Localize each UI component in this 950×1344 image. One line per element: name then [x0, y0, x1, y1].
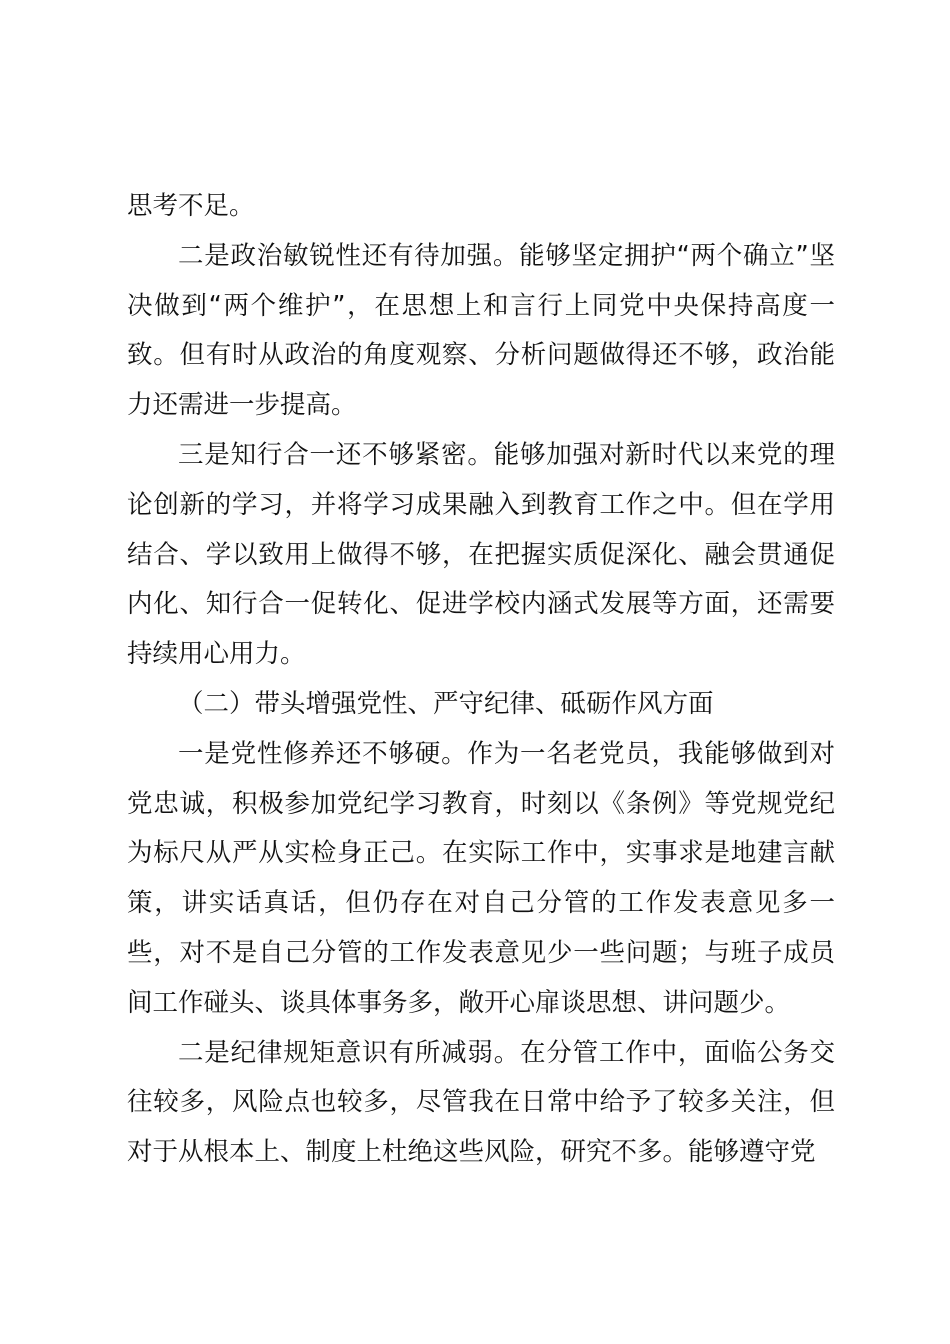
- paragraph-discipline: 二是纪律规矩意识有所减弱。在分管工作中，面临公务交往较多，风险点也较多，尽管我在日常中给予了较多关注，但对于从根本上、制度上杜绝这些风险，研究不多。能够遵守党: [127, 1037, 835, 1168]
- paragraph-political-sensitivity: 二是政治敏锐性还有待加强。能够坚定拥护“两个确立”坚决做到“两个维护”，在思想上和言行上同党中央保持高度一致。但有时从政治的角度观察、分析问题做得还不够，政治能力还需进一步提高。: [127, 240, 835, 421]
- paragraph-party-spirit: 一是党性修养还不够硬。作为一名老党员，我能够做到对党忠诚，积极参加党纪学习教育，时刻以《条例》等党规党纪为标尺从严从实检身正己。在实际工作中，实事求是地建言献策，讲实话真话，但仍存在对自己分管的工作发表意见多一些，对不是自己分管的工作发表意见少一些问题；与班子成员间工作碰头、谈具体事务多，敞开心扉谈思想、讲问题少。: [127, 738, 835, 1018]
- paragraph-knowledge-action: 三是知行合一还不够紧密。能够加强对新时代以来党的理论创新的学习，并将学习成果融入到教育工作之中。但在学用结合、学以致用上做得不够，在把握实质促深化、融会贯通促内化、知行合一促转化、促进学校内涵式发展等方面，还需要持续用心用力。: [127, 439, 835, 670]
- paragraph-continuation: 思考不足。: [127, 191, 255, 221]
- document-body: [127, 182, 835, 1178]
- section-heading: （二）带头增强党性、严守纪律、砥砺作风方面: [178, 688, 714, 719]
